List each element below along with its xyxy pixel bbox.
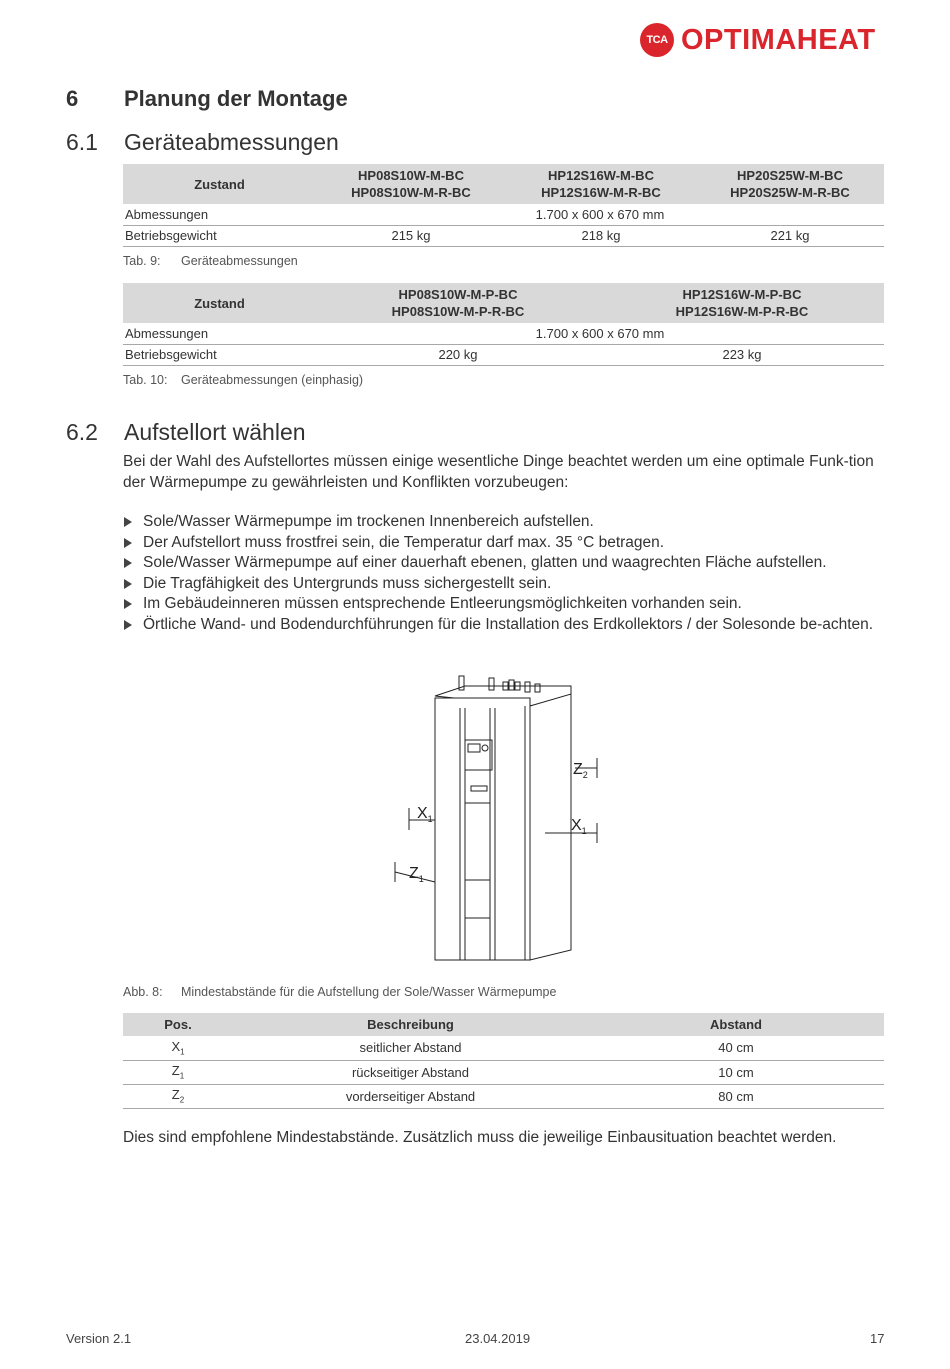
heat-pump-clearance-diagram: [385, 668, 615, 968]
closing-paragraph: Dies sind empfohlene Mindestabstände. Zusätzlich muss die jeweilige Einbausituation beachtet werden.: [123, 1129, 837, 1146]
section-heading: [66, 86, 348, 112]
table-row: [123, 323, 884, 344]
triangle-bullet-icon: [124, 558, 132, 568]
requirements-list: [123, 512, 888, 635]
footer-date: 23.04.2019: [465, 1331, 531, 1346]
x1-right-label: $X_1$: [571, 817, 587, 836]
header-cell: Zustand: [123, 283, 316, 323]
cell-desc: rückseitiger Abstand: [233, 1060, 588, 1084]
list-item: Sole/Wasser Wärmepumpe auf einer dauerhaft ebenen, glatten und waagrechten Fläche aufstellen.: [123, 553, 888, 574]
table-row: [123, 204, 884, 225]
row-label: Abmessungen: [123, 204, 316, 225]
cell-value: 220 kg: [316, 344, 600, 365]
header-cell: Abstand: [588, 1013, 884, 1036]
table-header-row: [123, 1013, 884, 1036]
row-label: Betriebsgewicht: [123, 344, 316, 365]
list-item: Im Gebäudeinneren müssen entsprechende Entleerungsmöglichkeiten vorhanden sein.: [123, 594, 888, 615]
cell-value: 215 kg: [316, 225, 506, 246]
table-header-row: [123, 283, 884, 323]
clearance-table: [123, 1013, 884, 1109]
figure-caption: Abb. 8: Mindestabstände für die Aufstellung der Sole/Wasser Wärmepumpe: [123, 985, 557, 999]
row-label: Abmessungen: [123, 323, 316, 344]
subsection-heading-location: [66, 419, 306, 446]
table-row: [123, 1036, 884, 1060]
header-cell: Beschreibung: [233, 1013, 588, 1036]
dimensions-table-single-phase: [123, 283, 884, 366]
section-title: Planung der Montage: [124, 86, 348, 111]
cell-value: 218 kg: [506, 225, 696, 246]
cell-desc: seitlicher Abstand: [233, 1036, 588, 1060]
cell-pos: $X_1$: [123, 1036, 233, 1060]
header-cell: HP08S10W-M-BC HP08S10W-M-R-BC: [316, 164, 506, 204]
list-item: Örtliche Wand- und Bodendurchführungen für die Installation des Erdkollektors / der Solesonde be-achten.: [123, 615, 888, 636]
table-caption: Tab. 9: Geräteabmessungen: [123, 254, 298, 268]
subsection-title: Geräteabmessungen: [124, 129, 339, 155]
header-cell: HP08S10W-M-P-BC HP08S10W-M-P-R-BC: [316, 283, 600, 323]
footer-page-number: 17: [870, 1331, 885, 1346]
header-cell: HP12S16W-M-BC HP12S16W-M-R-BC: [506, 164, 696, 204]
triangle-bullet-icon: [124, 579, 132, 589]
cell-pos: $Z_1$: [123, 1060, 233, 1084]
cell-value: 1.700 x 600 x 670 mm: [316, 323, 884, 344]
table-row: [123, 1084, 884, 1108]
row-label: Betriebsgewicht: [123, 225, 316, 246]
cell-value: 223 kg: [600, 344, 884, 365]
table-caption: Tab. 10: Geräteabmessungen (einphasig): [123, 373, 364, 387]
section-number: 6: [66, 86, 79, 111]
z2-label: $Z_2$: [573, 761, 588, 780]
table-row: [123, 225, 884, 246]
intro-paragraph: Bei der Wahl des Aufstellortes müssen einige wesentliche Dinge beachtet werden um eine optimale Funk-tion der Wärmepumpe zu gewährleisten und Konflikten vorzubeugen:: [123, 453, 874, 491]
table-header-row: [123, 164, 884, 204]
header-cell: Pos.: [123, 1013, 233, 1036]
triangle-bullet-icon: [124, 620, 132, 630]
logo-text: OPTIMAHEAT: [681, 23, 876, 56]
dimensions-table: [123, 164, 884, 247]
list-item: Der Aufstellort muss frostfrei sein, die Temperatur darf max. 35 °C betragen.: [123, 533, 888, 554]
list-item: Die Tragfähigkeit des Untergrunds muss sichergestellt sein.: [123, 574, 888, 595]
logo-mark: TCA: [640, 23, 674, 57]
subsection-number: 6.1: [66, 129, 98, 155]
header-cell: Zustand: [123, 164, 316, 204]
list-item: Sole/Wasser Wärmepumpe im trockenen Innenbereich aufstellen.: [123, 512, 888, 533]
triangle-bullet-icon: [124, 599, 132, 609]
subsection-title: Aufstellort wählen: [124, 419, 306, 445]
z1-label: $Z_1$: [409, 865, 424, 884]
table-row: [123, 344, 884, 365]
header-cell: HP12S16W-M-P-BC HP12S16W-M-P-R-BC: [600, 283, 884, 323]
subsection-number: 6.2: [66, 419, 98, 445]
table-row: [123, 1060, 884, 1084]
header-cell: HP20S25W-M-BC HP20S25W-M-R-BC: [696, 164, 884, 204]
cell-desc: vorderseitiger Abstand: [233, 1084, 588, 1108]
cell-dist: 80 cm: [588, 1084, 884, 1108]
triangle-bullet-icon: [124, 517, 132, 527]
subsection-heading-dimensions: [66, 129, 339, 156]
triangle-bullet-icon: [124, 538, 132, 548]
cell-dist: 10 cm: [588, 1060, 884, 1084]
brand-logo: [640, 22, 945, 58]
cell-dist: 40 cm: [588, 1036, 884, 1060]
x1-left-label: $X_1$: [417, 805, 433, 824]
footer-version: Version 2.1: [66, 1331, 132, 1346]
cell-pos: $Z_2$: [123, 1084, 233, 1108]
cell-value: 221 kg: [696, 225, 884, 246]
cell-value: 1.700 x 600 x 670 mm: [316, 204, 884, 225]
